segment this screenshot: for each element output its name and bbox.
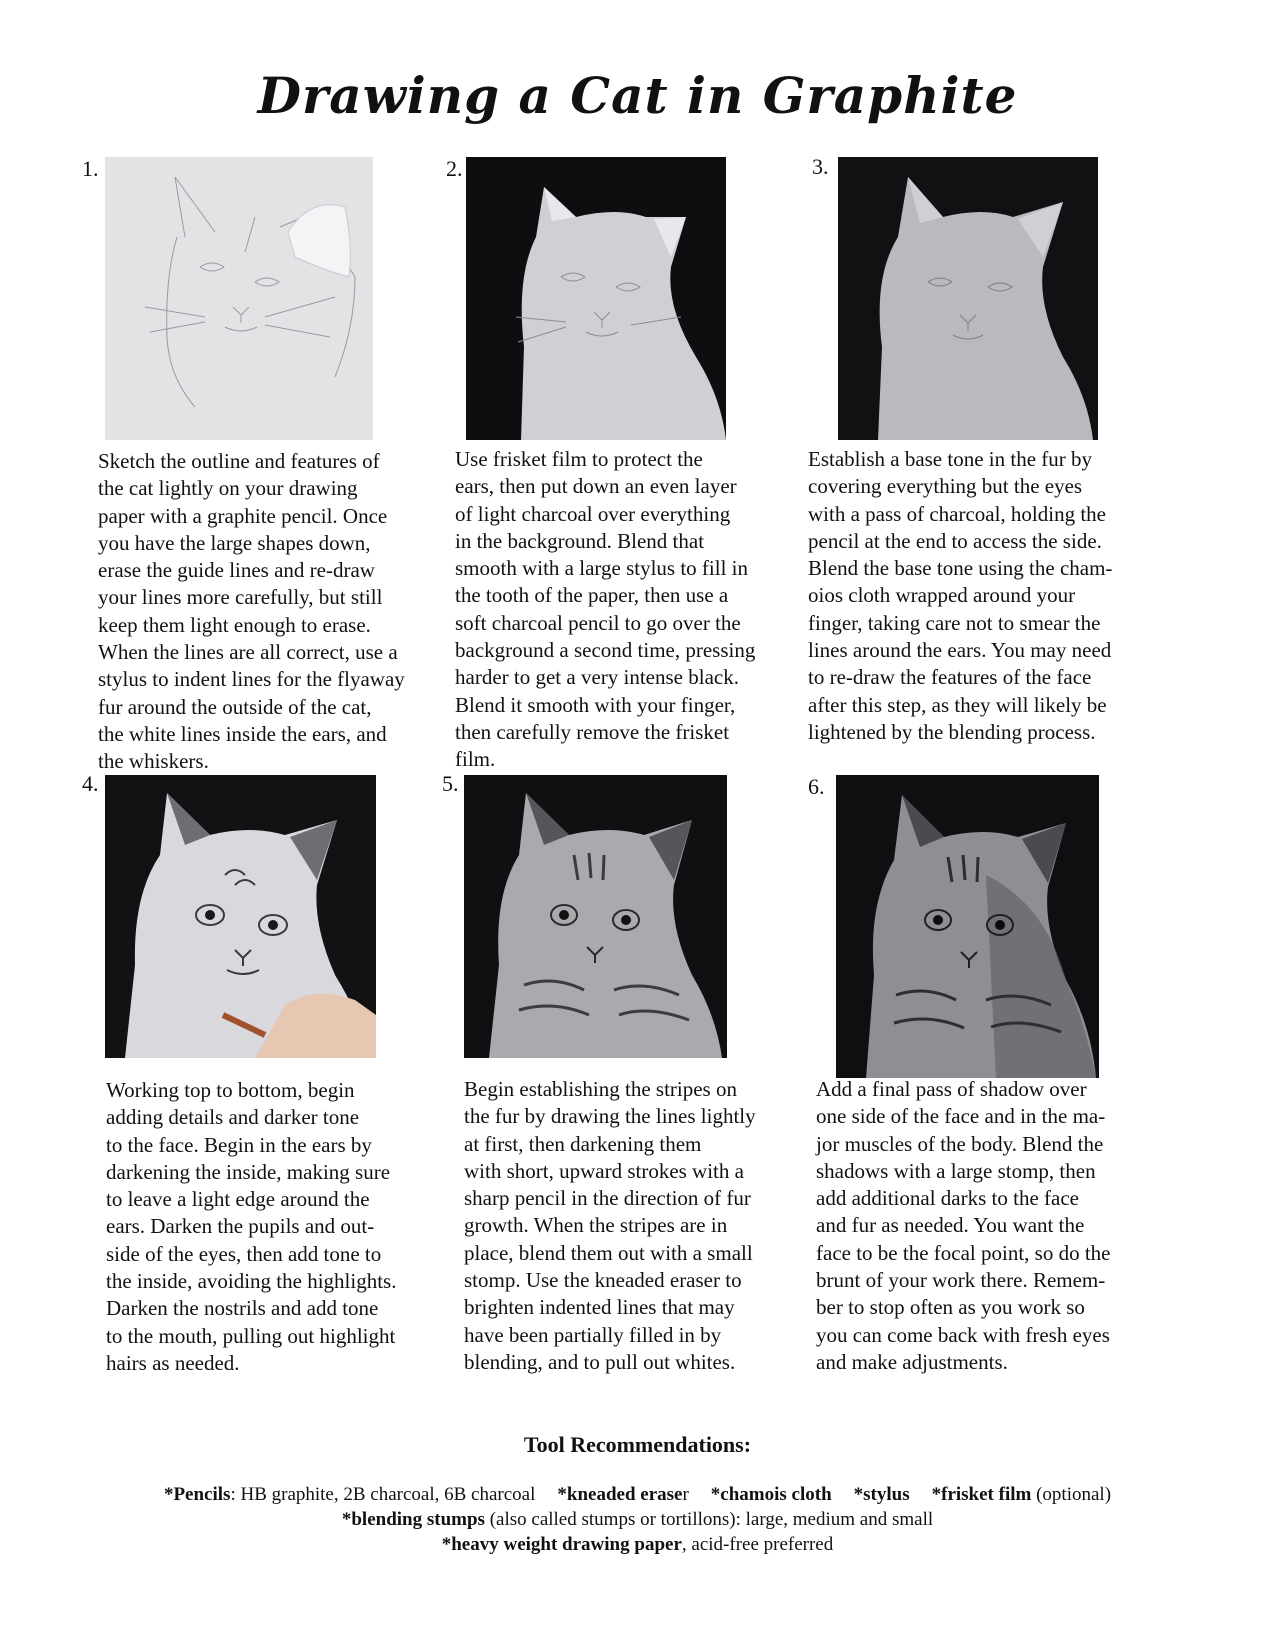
tool-paper-desc: , acid-free preferred <box>681 1534 834 1555</box>
tool-pencils-desc: : HB graphite, 2B charcoal, 6B charcoal <box>230 1484 536 1505</box>
cat-frisket-dark-background-icon <box>466 157 726 440</box>
step-3-instructions: Establish a base tone in the fur by covering everything but the eyes with a pass of charcoal, holding the pencil at the end to access the side. Blend the base tone using the cham- oios cloth wrapped around your finger, taking care not to smear the lines around the ears. You may need to re-draw the features of the face after this step, as they will likely be lightened by the blending process. <box>808 447 1113 744</box>
tools-heading: Tool Recommendations: <box>523 1432 752 1457</box>
cat-finished-shading-icon <box>836 775 1099 1078</box>
tool-eraser-label: *kneaded erase <box>557 1484 683 1505</box>
step-1-image <box>105 157 373 440</box>
step-5-number: 5. <box>442 771 459 796</box>
tool-stylus-label: *stylus <box>853 1484 910 1505</box>
step-6-number: 6. <box>808 774 825 799</box>
tools-line-3 <box>0 1532 1275 1557</box>
tools-line-1 <box>0 1482 1275 1507</box>
tool-stumps-desc: (also called stumps or tortillons): large, medium and small <box>484 1509 934 1530</box>
step-3-number: 3. <box>812 154 829 179</box>
step-1-number: 1. <box>82 156 99 181</box>
tools-line-2 <box>0 1507 1275 1532</box>
cat-face-details-with-hand-icon <box>105 775 376 1058</box>
cat-stripes-icon <box>464 775 727 1058</box>
step-2-number: 2. <box>446 156 463 181</box>
tool-cloth-label: *chamois cloth <box>710 1484 832 1505</box>
page-title: Drawing a Cat in Graphite <box>257 66 1018 125</box>
step-3-image <box>838 157 1098 440</box>
tool-pencils-label: *Pencils <box>163 1484 231 1505</box>
step-5-image <box>464 775 727 1058</box>
cat-sketch-outline-icon <box>105 157 373 440</box>
tool-frisket-label: *frisket film <box>931 1484 1032 1505</box>
step-1-instructions: Sketch the outline and features of the cat lightly on your drawing paper with a graphite pencil. Once you have the large shapes down, erase the guide lines and re-draw your lines more carefully, but still keep them light enough to erase. When the lines are all correct, use a stylus to indent lines for the flyaway fur around the outside of the cat, the white lines inside the ears, and the whiskers. <box>98 449 405 774</box>
tool-stumps-label: *blending stumps <box>341 1509 485 1530</box>
tool-eraser-tail: r <box>682 1484 689 1505</box>
step-2-instructions: Use frisket film to protect the ears, then put down an even layer of light charcoal over everything in the background. Blend that smooth with a large stylus to fill in the tooth of the paper, then use a soft charcoal pencil to go over the background a second time, pressing harder to get a very intense black. Blend it smooth with your finger, then carefully remove the frisket film. <box>455 447 756 772</box>
step-4-instructions: Working top to bottom, begin adding details and darker tone to the face. Begin in the ears by darkening the inside, making sure to leave a light edge around the ears. Darken the pupils and out- side of the eyes, then add tone to the inside, avoiding the highlights. Darken the nostrils and add tone to the mouth, pulling out highlight hairs as needed. <box>106 1078 397 1375</box>
step-2-image <box>466 157 726 440</box>
cat-base-tone-icon <box>838 157 1098 440</box>
tool-frisket-desc: (optional) <box>1031 1484 1112 1505</box>
step-6-instructions: Add a final pass of shadow over one side of the face and in the ma- jor muscles of the body. Blend the shadows with a large stomp, then add additional darks to the face and fur as needed. You want the face to be the focal point, so do the brunt of your work there. Remem- ber to stop often as you work so you can come back with fresh eyes and make adjustments. <box>816 1077 1111 1374</box>
step-6-image <box>836 775 1099 1078</box>
step-4-image <box>105 775 376 1058</box>
step-5-instructions: Begin establishing the stripes on the fur by drawing the lines lightly at first, then darkening them with short, upward strokes with a sharp pencil in the direction of fur growth. When the stripes are in place, blend them out with a small stomp. Use the kneaded eraser to brighten indented lines that may have been partially filled in by blending, and to pull out whites. <box>464 1077 756 1374</box>
tool-paper-label: *heavy weight drawing paper <box>441 1534 682 1555</box>
tools-list <box>0 1482 1275 1557</box>
step-4-number: 4. <box>82 771 99 796</box>
